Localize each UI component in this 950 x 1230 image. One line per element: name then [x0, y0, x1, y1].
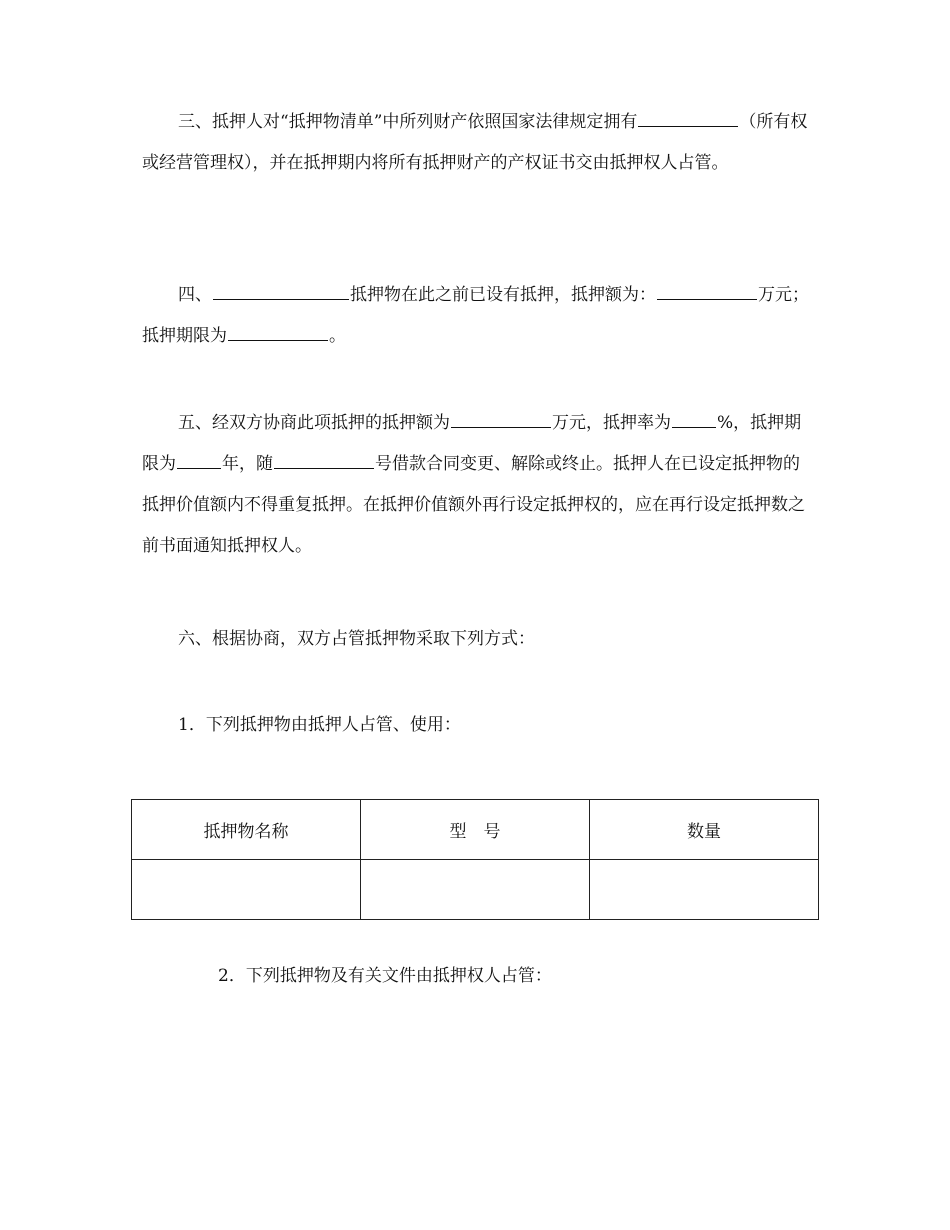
mortgage-amount-blank[interactable] [451, 409, 551, 428]
clause-4-number: 四、 [178, 285, 212, 305]
ownership-blank[interactable] [638, 108, 738, 127]
loan-contract-number-blank[interactable] [274, 450, 374, 469]
mortgage-rate-blank[interactable] [672, 409, 716, 428]
table-header-row [132, 800, 819, 860]
table-cell-item-name[interactable] [132, 860, 361, 920]
mortgage-years-blank[interactable] [177, 450, 221, 469]
clause-4-text: 抵押物在此之前已设有抵押，抵押额为： [350, 285, 656, 305]
clause-3 [142, 102, 814, 184]
clause-5-text-2: 万元，抵押率为 [552, 413, 671, 433]
prior-mortgage-blank[interactable] [213, 281, 349, 300]
clause-6-item-1: 1．下列抵押物由抵押人占管、使用： [178, 715, 461, 735]
header-model: 型 号 [361, 800, 590, 860]
clause-5-text: 五、经双方协商此项抵押的抵押额为 [178, 413, 450, 433]
header-item-name: 抵押物名称 [132, 800, 361, 860]
clause-4-text-2: 万元；抵押期限为 [142, 285, 809, 346]
header-quantity: 数量 [590, 800, 819, 860]
table-cell-model[interactable] [361, 860, 590, 920]
clause-5-text-5: 号借款合同变更、解除或终止。抵押人在已设定抵押物的抵押价值额内不得重复抵押。在抵押价值额外再行设定抵押权的，应在再行设定抵押数之前书面通知抵押权人。 [142, 454, 805, 556]
clause-4-end: 。 [329, 326, 346, 346]
clause-6-item-2: 2．下列抵押物及有关文件由抵押权人占管： [218, 966, 552, 986]
clause-5-text-3: %，抵押期限为 [142, 413, 802, 474]
clause-3-text: 三、抵押人对“抵押物清单”中所列财产依照国家法律规定拥有 [178, 112, 638, 132]
mortgagor-held-items-table [131, 799, 819, 920]
prior-amount-blank[interactable] [657, 281, 757, 300]
clause-5 [142, 403, 814, 567]
table-cell-quantity[interactable] [590, 860, 819, 920]
table-row [132, 860, 819, 920]
clause-4 [142, 275, 814, 357]
clause-3-text-continued: （所有权或经营管理权），并在抵押期内将所有抵押财产的产权证书交由抵押权人占管。 [142, 112, 808, 173]
clause-6-heading: 六、根据协商，双方占管抵押物采取下列方式： [178, 629, 535, 649]
prior-term-blank[interactable] [228, 322, 328, 341]
clause-5-text-4: 年，随 [222, 454, 273, 474]
